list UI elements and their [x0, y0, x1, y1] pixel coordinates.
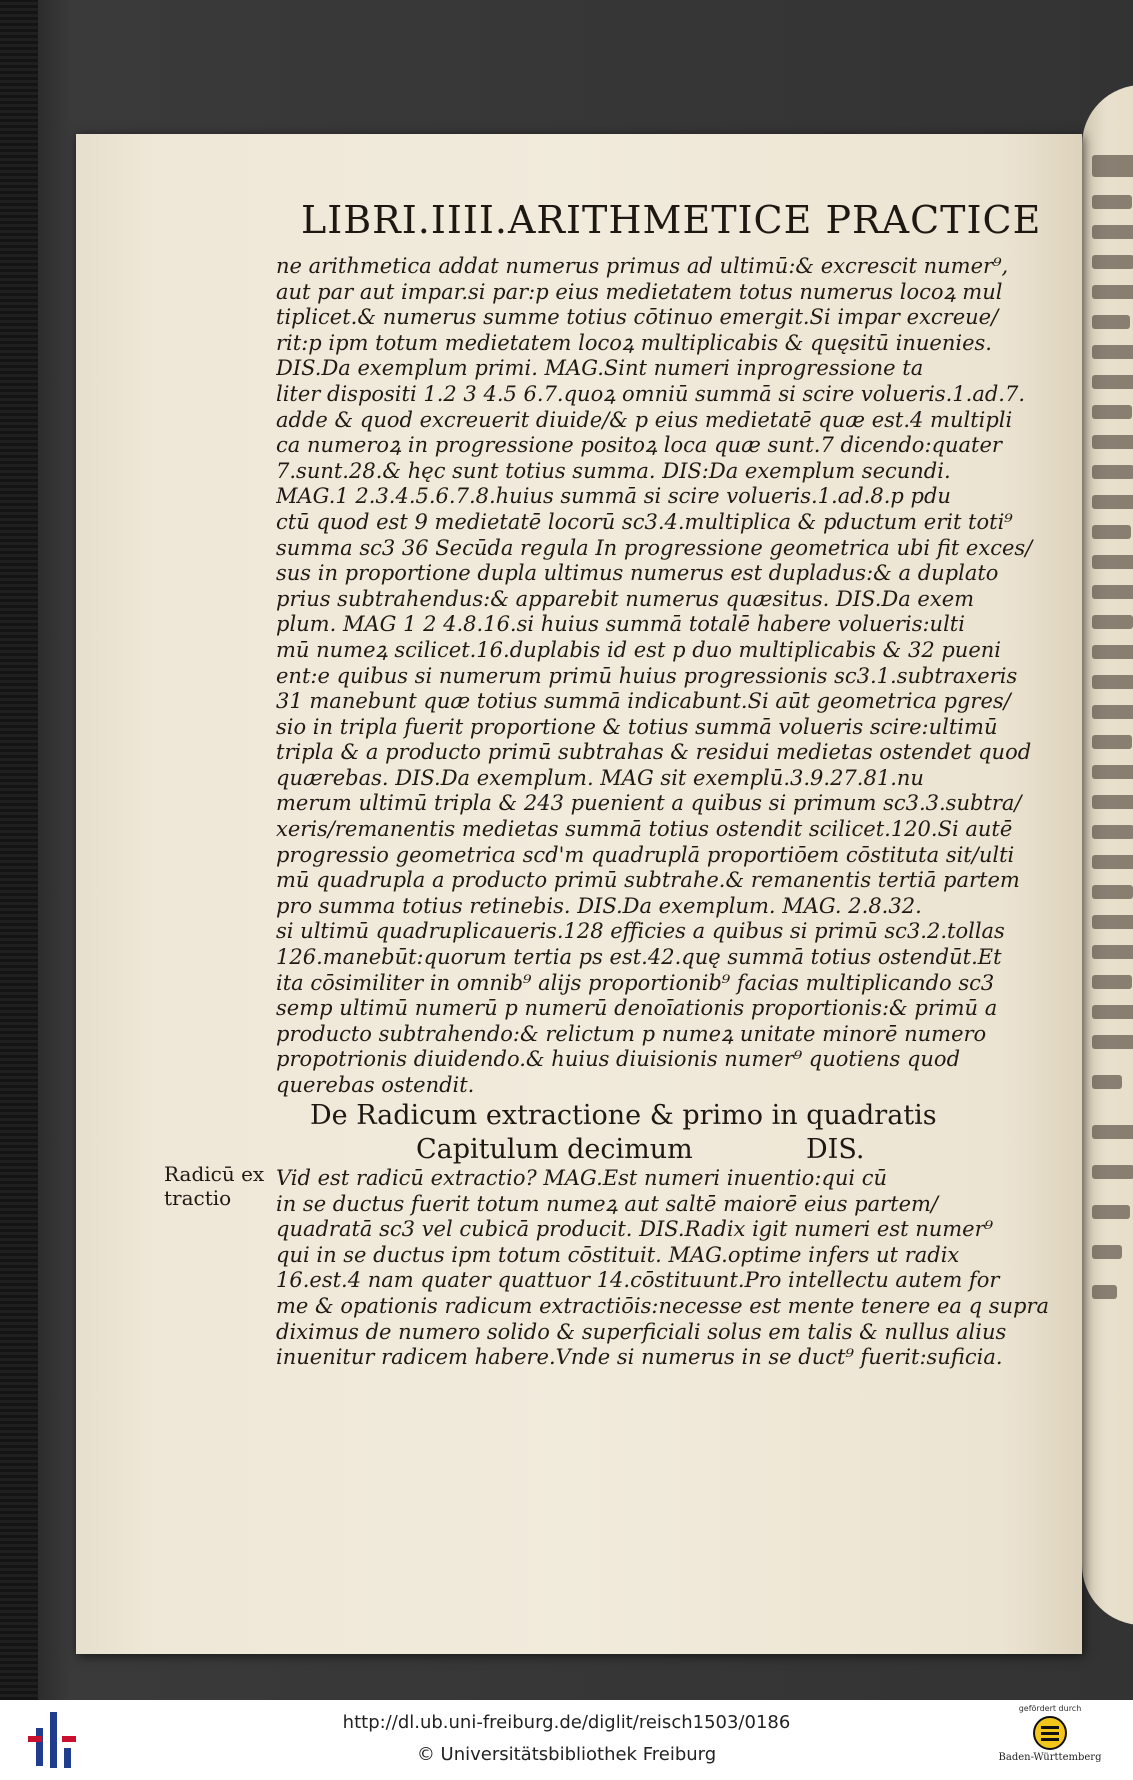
page-header: LIBRI.IIII.ARITHMETICE PRACTICE [301, 198, 1042, 242]
text-line: ent:e quibus si numerum primū huius progressionis sc3.1.subtraxeris [276, 663, 1018, 688]
text-line: propotrionis diuidendo.& huius diuisionis numer⁹ quotiens quod [276, 1047, 961, 1072]
sponsor-caption: gefördert durch [1018, 1704, 1082, 1713]
text-line: ca numeroꝝ in progressione positoꝝ loca quæ sunt.7 dicendo:quater [276, 433, 1002, 458]
text-line: semp ultimū numerū p numerū denoīationis proportionis:& primū a [276, 996, 998, 1021]
text-line: aut par aut impar.si par:p eius medietatem totus numerus locoꝝ mul [276, 279, 1003, 304]
text-line: mū numeꝝ scilicet.16.duplabis id est p duo multiplicabis & 32 pueni [276, 637, 1001, 662]
text-line: liter dispositi 1.2 3 4.5 6.7.quoꝝ omniū summā si scire volueris.1.ad.7. [276, 381, 1026, 406]
permalink-url[interactable]: http://dl.ub.uni-freiburg.de/diglit/reisch1503/0186 [342, 1712, 791, 1733]
text-line: 31 manebunt quæ totius summā indicabunt.Si aūt geometrica pgres/ [276, 689, 1011, 714]
text-line: 126.manebūt:quorum tertia ps est.42.quę summā totius ostendūt.Et [276, 945, 1002, 970]
chapter-heading: De Radicum extractione & primo in quadratis [310, 1100, 937, 1131]
text-line: pro summa totius retinebis. DIS.Da exemplum. MAG. 2.8.32. [276, 893, 922, 918]
copyright-notice: © Universitätsbibliothek Freiburg [416, 1744, 717, 1765]
text-line: plum. MAG 1 2 4.8.16.si huius summā totalē habere volueris:ulti [276, 612, 965, 637]
margin-note: Radicū ex tractio [164, 1162, 265, 1210]
chapter-subheading: Capitulum decimum [416, 1134, 693, 1165]
text-line: sus in proportione dupla ultimus numerus est dupladus:& a duplato [276, 561, 999, 586]
text-line: ita cōsimiliter in omnib⁹ alijs proportionib⁹ facias multiplicando sc3 [276, 970, 995, 995]
text-line: progressio geometrica scd'm quadruplā proportiōem cōstituta sit/ulti [276, 842, 1015, 867]
text-line: ne arithmetica addat numerus primus ad ultimū:& excrescit numer⁹, [276, 254, 1009, 278]
text-line: mū quadrupla a producto primū subtrahe.& remanentis tertiā partem [276, 868, 1020, 893]
text-line: 7.sunt.28.& hęc sunt totius summa. DIS:Da exemplum secundi. [276, 458, 951, 483]
text-line: adde & quod excreuerit diuide/& p eius medietatē quæ est.4 multipli [276, 407, 1013, 432]
text-line: quadratā sc3 vel cubicā producit. DIS.Radix igit numeri est numer⁹ [276, 1217, 994, 1242]
text-line: quærebas. DIS.Da exemplum. MAG sit exemplū.3.9.27.81.nu [276, 765, 924, 790]
text-line: si ultimū quadruplicaueris.128 efficies a quibus si primū sc3.2.tollas [276, 919, 1005, 944]
text-line: DIS.Da exemplum primi. MAG.Sint numeri inprogressione ta [276, 356, 924, 381]
text-line: me & opationis radicum extractiōis:necesse est mente tenere eа q supra [276, 1293, 1050, 1318]
heading-speaker: DIS. [806, 1134, 865, 1165]
sponsor-name: Baden-Württemberg [998, 1752, 1102, 1763]
state-coat-of-arms-icon [1033, 1716, 1067, 1750]
text-line: inuenitur radicem habere.Vnde si numerus in se duct⁹ fuerit:suficia. [276, 1345, 1003, 1370]
book-binding [0, 0, 38, 1700]
sponsor-block [980, 1704, 1120, 1763]
text-line: querebas ostendit. [276, 1073, 475, 1097]
body-text-block [276, 254, 1076, 1099]
text-line: producto subtrahendo:& relictum p numeꝝ unitate minorē numero [276, 1021, 987, 1046]
text-line: summa sc3 36 Secūda regula In progressione geometrica ubi fit exces/ [276, 535, 1033, 560]
text-line: merum ultimū tripla & 243 puenient a quibus si primum sc3.3.subtra/ [276, 791, 1022, 816]
text-line: 16.est.4 nam quater quattuor 14.cōstituunt.Pro intellectu autem for [276, 1268, 1000, 1293]
body-text-block-2 [276, 1166, 1076, 1371]
text-line: xeris/remanentis medietas summā totius ostendit scilicet.120.Si autē [276, 817, 1013, 842]
text-line: prius subtrahendus:& apparebit numerus quæsitus. DIS.Da exem [276, 586, 975, 611]
text-line: MAG.1 2.3.4.5.6.7.8.huius summā si scire volueris.1.ad.8.p pdu [276, 484, 951, 509]
text-line: tiplicet.& numerus summe totius cōtinuo emergit.Si impar excreue/ [276, 305, 999, 330]
facing-page-edge [1082, 85, 1133, 1625]
text-line: sio in tripla fuerit proportione & totius summā volueris scire:ultimū [276, 714, 998, 739]
text-line: tripla & a producto primū subtrahas & residui medietas ostendet quod [276, 740, 1032, 765]
text-line: Vid est radicū extractio? MAG.Est numeri inuentio:qui cū [276, 1166, 888, 1190]
text-line: in se ductus fuerit totum numeꝝ aut saltē maiorē eius partem/ [276, 1191, 938, 1216]
book-page [76, 134, 1082, 1654]
text-line: ctū quod est 9 medietatē locorū sc3.4.multiplica & pductum erit toti⁹ [276, 509, 1013, 534]
viewer-footer [0, 1700, 1133, 1780]
text-line: qui in se ductus ipm totum cōstituit. MAG.optime infers ut radix [276, 1242, 960, 1267]
text-line: diximus de numero solido & superficiali solus em talis & nullus alius [276, 1319, 1007, 1344]
text-line: rit:p ipm totum medietatem locoꝝ multiplicabis & quęsitū inuenies. [276, 330, 992, 355]
